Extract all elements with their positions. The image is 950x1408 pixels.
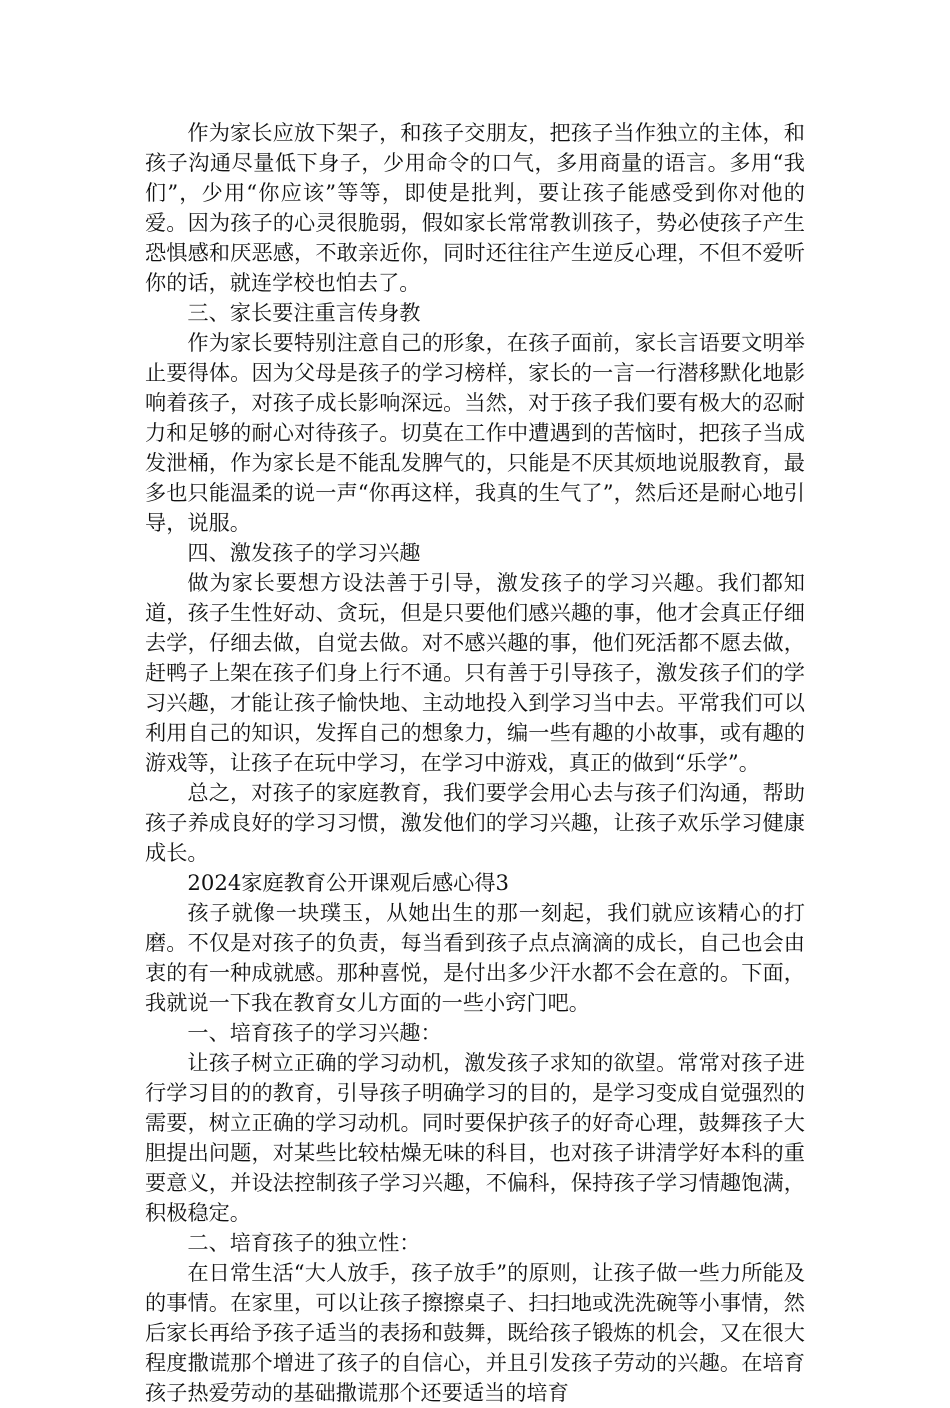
section-heading-stimulate-interest: 四、激发孩子的学习兴趣 (187, 540, 421, 565)
paragraph-parent-attitude: 作为家长应放下架子，和孩子交朋友，把孩子当作独立的主体，和孩子沟通尽量低下身子，少用命令的口气，多用商量的语言。多用“我们”，少用“你应该”等等，即使是批判，要让孩子能感受到你对他的爱。因为孩子的心灵很脆弱，假如家长常常教训孩子，势必使孩子产生恐惧感和厌恶感，不敢亲近你，同时还往往产生逆反心理，不但不爱听你的话，就连学校也怕去了。 (145, 120, 805, 295)
paragraph-intro-3: 孩子就像一块璞玉，从她出生的那一刻起，我们就应该精心的打磨。不仅是对孩子的负责，每当看到孩子点点滴滴的成长，自己也会由衷的有一种成就感。那种喜悦，是付出多少汗水都不会在意的。下面，我就说一下我在教育女儿方面的一些小窍门吧。 (145, 900, 805, 1015)
section-heading-set-example: 三、家长要注重言传身教 (187, 300, 421, 325)
article-title-3: 2024家庭教育公开课观后感心得3 (187, 870, 510, 895)
paragraph-learning-interest: 让孩子树立正确的学习动机，激发孩子求知的欲望。常常对孩子进行学习目的的教育，引导孩子明确学习的目的，是学习变成自觉强烈的需要，树立正确的学习动机。同时要保护孩子的好奇心理，鼓舞孩子大胆提出问题，对某些比较枯燥无味的科目，也对孩子讲清学好本科的重要意义，并设法控制孩子学习兴趣，不偏科，保持孩子学习情趣饱满，积极稳定。 (145, 1050, 805, 1225)
section-heading-independence: 二、培育孩子的独立性： (187, 1230, 421, 1255)
paragraph-set-example: 作为家长要特别注意自己的形象，在孩子面前，家长言语要文明举止要得体。因为父母是孩子的学习榜样，家长的一言一行潜移默化地影响着孩子，对孩子成长影响深远。当然，对于孩子我们要有极大的忍耐力和足够的耐心对待孩子。切莫在工作中遭遇到的苦恼时，把孩子当成发泄桶，作为家长是不能乱发脾气的，只能是不厌其烦地说服教育，最多也只能温柔的说一声“你再这样，我真的生气了”，然后还是耐心地引导，说服。 (145, 330, 805, 535)
paragraph-independence: 在日常生活“大人放手，孩子放手”的原则，让孩子做一些力所能及的事情。在家里，可以让孩子擦擦桌子、扫扫地或洗洗碗等小事情，然后家长再给予孩子适当的表扬和鼓舞，既给孩子锻炼的机会，又在很大程度撒谎那个增进了孩子的自信心，并且引发孩子劳动的兴趣。在培育孩子热爱劳动的基础撒谎那个还要适当的培育 (145, 1260, 805, 1405)
paragraph-conclusion: 总之，对孩子的家庭教育，我们要学会用心去与孩子们沟通，帮助孩子养成良好的学习习惯，激发他们的学习兴趣，让孩子欢乐学习健康成长。 (145, 780, 805, 865)
section-heading-learning-interest: 一、培育孩子的学习兴趣： (187, 1020, 442, 1045)
paragraph-stimulate-interest: 做为家长要想方设法善于引导，激发孩子的学习兴趣。我们都知道，孩子生性好动、贪玩，但是只要他们感兴趣的事，他才会真正仔细去学，仔细去做，自觉去做。对不感兴趣的事，他们死活都不愿去做，赶鸭子上架在孩子们身上行不通。只有善于引导孩子，激发孩子们的学习兴趣，才能让孩子愉快地、主动地投入到学习当中去。平常我们可以利用自己的知识，发挥自己的想象力，编一些有趣的小故事，或有趣的游戏等，让孩子在玩中学习，在学习中游戏，真正的做到“乐学”。 (145, 570, 805, 775)
document-page (145, 118, 805, 1408)
